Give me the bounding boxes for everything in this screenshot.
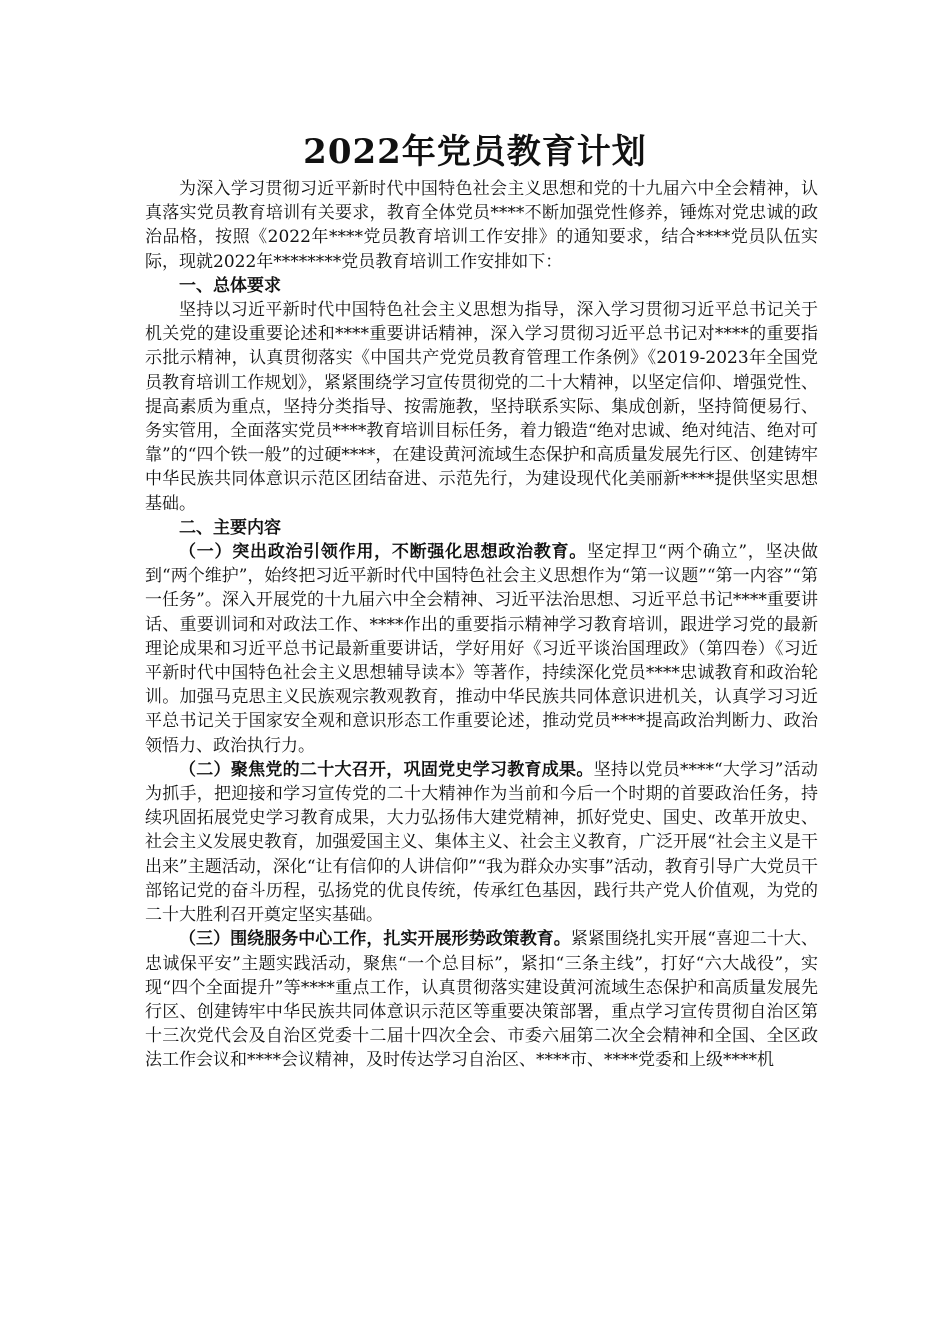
section-heading-main-content: 二、主要内容 xyxy=(179,517,281,538)
content-item-3-text: 紧紧围绕扎实开展“喜迎二十大、忠诚保平安”主题实践活动，聚焦“一个总目标”，紧扣“三条主线”，打好“六大战役”，实现“四个全面提升”等****重点工作，认真贯彻落实建设黄河流域生态保护和高质量发展先行区、创建铸牢中华民族共同体意识示范区等重要决策部署，重点学习宣传贯彻自治区第十三次党代会及自治区党委十二届十四次全会、市委六届第二次全会精神和全国、全区政法工作会议和****会议精神，及时传达学习自治区、****市、****党委和上级****机 xyxy=(145,929,818,1071)
document-title: 2022年党员教育计划 xyxy=(303,132,647,172)
content-item-2-text: 坚持以党员****“大学习”活动为抓手，把迎接和学习宣传党的二十大精神作为当前和今后一个时期的首要政治任务，持续巩固拓展党史学习教育成果，大力弘扬伟大建党精神，抓好党史、国史、改革开放史、社会主义发展史教育，加强爱国主义、集体主义、社会主义教育，广泛开展“社会主义是干出来”主题活动，深化“让有信仰的人讲信仰”“我为群众办实事”活动，教育引导广大党员干部铭记党的奋斗历程，弘扬党的优良传统，传承红色基因，践行共产党人价值观，为党的二十大胜利召开奠定坚实基础。 xyxy=(145,759,818,926)
content-item-1 xyxy=(145,540,818,758)
content-item-2 xyxy=(145,758,818,927)
intro-paragraph: 为深入学习贯彻习近平新时代中国特色社会主义思想和党的十九届六中全会精神，认真落实党员教育培训有关要求，教育全体党员****不断加强党性修养，锤炼对党忠诚的政治品格，按照《2022年****党员教育培训工作安排》的通知要求，结合****党员队伍实际，现就2022年********党员教育培训工作安排如下： xyxy=(145,179,818,272)
section-heading-general-requirements: 一、总体要求 xyxy=(179,275,281,296)
content-item-3-lead: （三）围绕服务中心工作，扎实开展形势政策教育。 xyxy=(179,929,571,950)
general-requirements-paragraph: 坚持以习近平新时代中国特色社会主义思想为指导，深入学习贯彻习近平总书记关于机关党的建设重要论述和****重要讲话精神，深入学习贯彻习近平总书记对****的重要指示批示精神，认真贯彻落实《中国共产党党员教育管理工作条例》《2019-2023年全国党员教育培训工作规划》，紧紧围绕学习宣传贯彻党的二十大精神，以坚定信仰、增强党性、提高素质为重点，坚持分类指导、按需施教，坚持联系实际、集成创新，坚持简便易行、务实管用，全面落实党员****教育培训目标任务，着力锻造“绝对忠诚、绝对纯洁、绝对可靠”的“四个铁一般”的过硬****，在建设黄河流域生态保护和高质量发展先行区、创建铸牢中华民族共同体意识示范区团结奋进、示范先行，为建设现代化美丽新****提供坚实思想基础。 xyxy=(145,300,818,514)
content-item-1-text: 坚定捍卫“两个确立”，坚决做到“两个维护”，始终把习近平新时代中国特色社会主义思想作为“第一议题”“第一内容”“第一任务”。深入开展党的十九届六中全会精神、习近平法治思想、习近平总书记****重要讲话、重要训词和对政法工作、****作出的重要指示精神学习教育培训，跟进学习党的最新理论成果和习近平总书记最新重要讲话，学好用好《习近平谈治国理政》（第四卷）《习近平新时代中国特色社会主义思想辅导读本》等著作，持续深化党员****忠诚教育和政治轮训。加强马克思主义民族观宗教观教育，推动中华民族共同体意识进机关，认真学习习近平总书记关于国家安全观和意识形态工作重要论述，推动党员****提高政治判断力、政治领悟力、政治执行力。 xyxy=(145,542,818,756)
content-item-2-lead: （二）聚焦党的二十大召开，巩固党史学习教育成果。 xyxy=(179,759,594,780)
content-item-1-lead: （一）突出政治引领作用，不断强化思想政治教育。 xyxy=(179,542,587,563)
document-body xyxy=(145,177,818,1073)
content-item-3 xyxy=(145,927,818,1072)
